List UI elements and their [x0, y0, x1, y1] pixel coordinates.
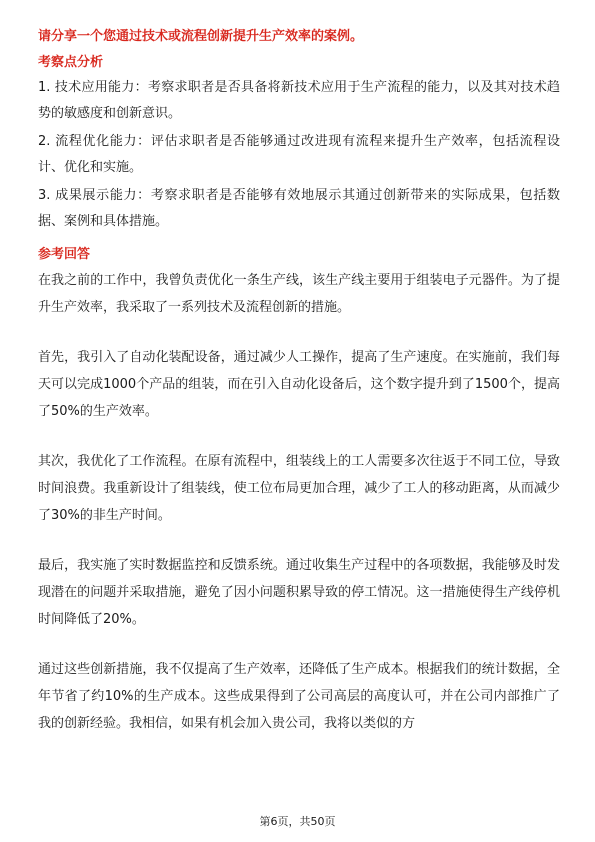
- answer-paragraph: 首先，我引入了自动化装配设备，通过减少人工操作，提高了生产速度。在实施前，我们每天可以完成1000个产品的组装，而在引入自动化设备后，这个数字提升到了1500个，提高了50%的生产效率。: [38, 350, 560, 419]
- analysis-item: 3. 成果展示能力：考察求职者是否能够有效地展示其通过创新带来的实际成果，包括数据、案例和具体措施。: [38, 188, 560, 229]
- analysis-list: [38, 75, 560, 235]
- answer-body: [38, 267, 560, 737]
- page-number: 第6页，共50页: [259, 815, 336, 828]
- analysis-title: 考察点分析: [38, 55, 104, 70]
- answer-paragraph: 最后，我实施了实时数据监控和反馈系统。通过收集生产过程中的各项数据，我能够及时发现潜在的问题并采取措施，避免了因小问题积累导致的停工情况。这一措施使得生产线停机时间降低了20%。: [38, 558, 560, 627]
- answer-paragraph: 在我之前的工作中，我曾负责优化一条生产线，该生产线主要用于组装电子元器件。为了提升生产效率，我采取了一系列技术及流程创新的措施。: [38, 273, 560, 315]
- page-content: [38, 27, 560, 737]
- question-heading: 请分享一个您通过技术或流程创新提升生产效率的案例。: [38, 29, 364, 44]
- answer-title: 参考回答: [38, 247, 91, 262]
- analysis-item: 2. 流程优化能力：评估求职者是否能够通过改进现有流程来提升生产效率，包括流程设计、优化和实施。: [38, 134, 560, 175]
- analysis-item: 1. 技术应用能力：考察求职者是否具备将新技术应用于生产流程的能力，以及其对技术趋势的敏感度和创新意识。: [38, 80, 560, 121]
- answer-paragraph: 其次，我优化了工作流程。在原有流程中，组装线上的工人需要多次往返于不同工位，导致时间浪费。我重新设计了组装线，使工位布局更加合理，减少了工人的移动距离，从而减少了30%的非生产时间。: [38, 454, 560, 523]
- answer-paragraph: 通过这些创新措施，我不仅提高了生产效率，还降低了生产成本。根据我们的统计数据，全年节省了约10%的生产成本。这些成果得到了公司高层的高度认可，并在公司内部推广了我的创新经验。我相信，如果有机会加入贵公司，我将以类似的方: [38, 662, 560, 731]
